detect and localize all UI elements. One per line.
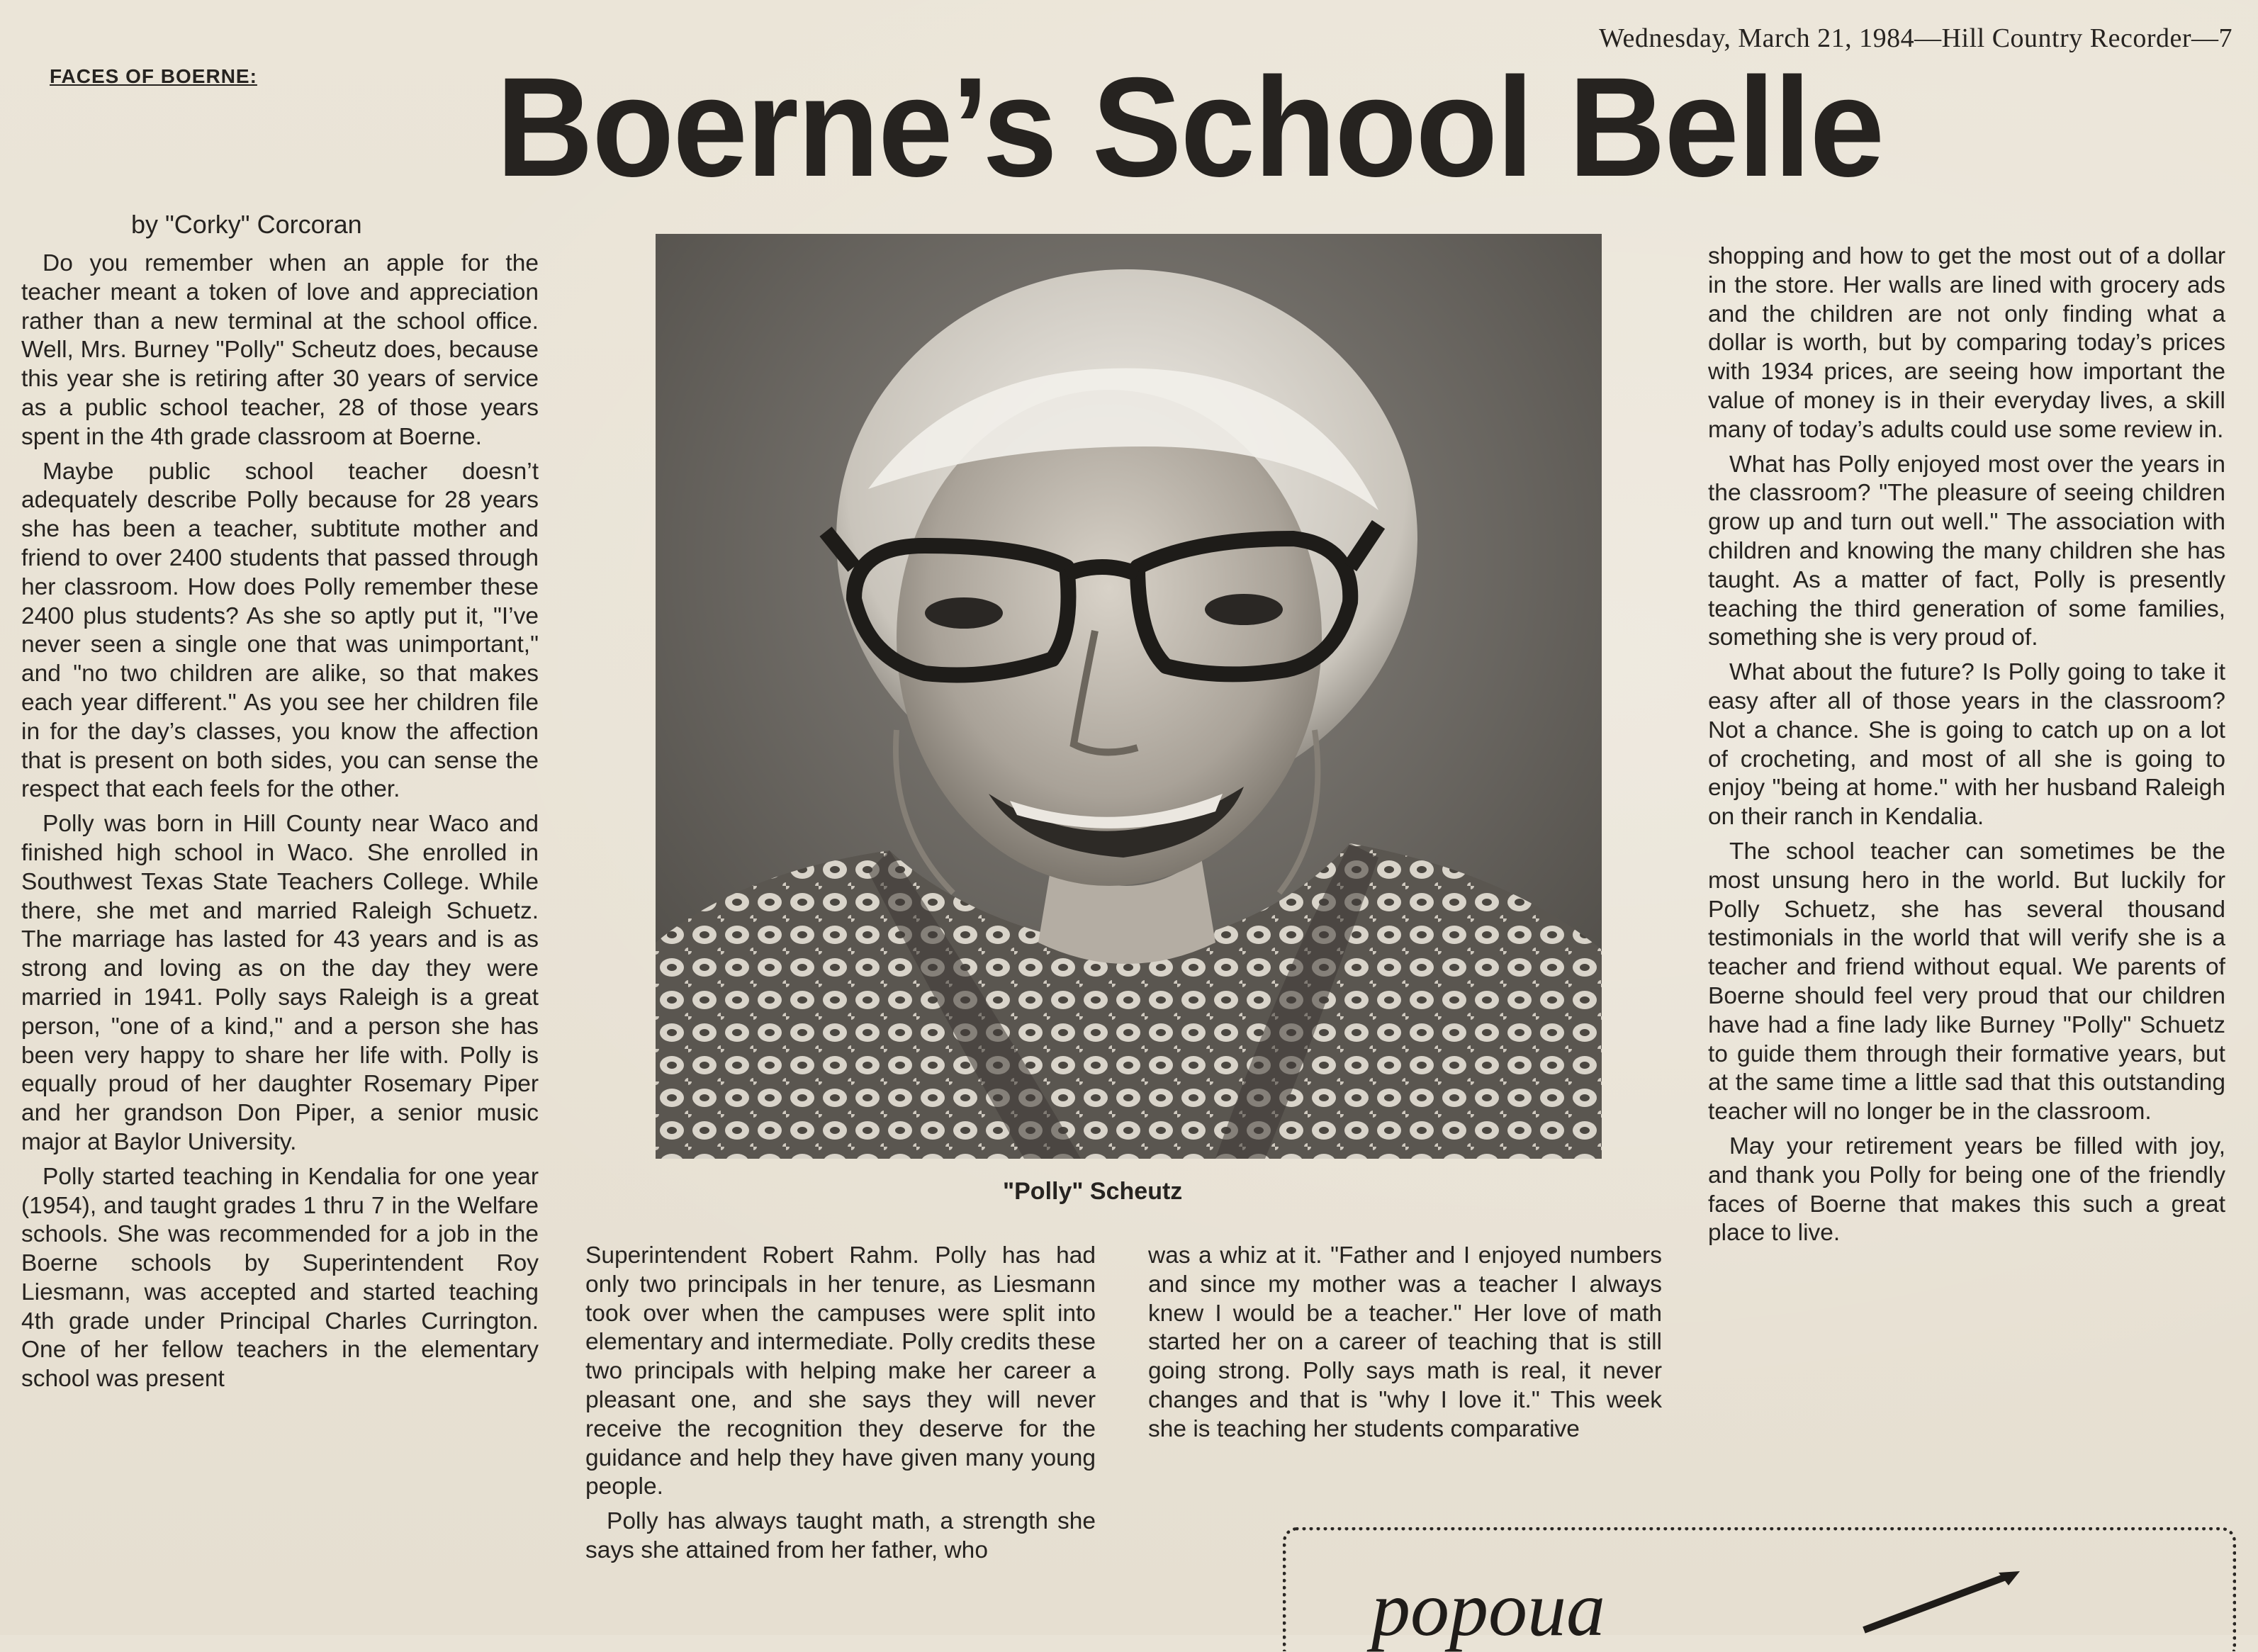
section-label: FACES OF BOERNE: (50, 65, 257, 87)
paragraph: Polly was born in Hill County near Waco and finished high school in Waco. She enrolled in Southwest Texas State Teachers College. While there, she met and married Raleigh Schuetz. The marriage has lasted for 43 years and is as strong and loving as on the day they were married in 1941. Polly says Raleigh is a great person, "one of a kind," and a person she has been very happy to share her life with. Polly is equally proud of her daughter Rosemary Piper and her grandson Don Piper, a senior music major at Baylor University. (21, 811, 539, 1155)
portrait-photo (656, 234, 1602, 1159)
paragraph: Maybe public school teacher doesn’t adequately describe Polly because for 28 years she has been a teacher, subtitute mother and friend to over 2400 students that passed through her classroom. How does Polly remember these 2400 plus students? As she so aptly put it, "I’ve never seen a single one that was unimportant," and "no two children are alike, so that makes each year different." As you see her children file in for the day’s classes, you know the affection that is present on both sides, you can sense the respect that each feels for the other. (21, 458, 539, 803)
paragraph: May your retirement years be filled with joy, and thank you Polly for being one of the friendly faces of Boerne that makes this such a great place to live. (1708, 1133, 2225, 1247)
pencil-stroke-icon (1857, 1570, 2027, 1634)
byline: by "Corky" Corcoran (131, 210, 362, 239)
paragraph: Polly started teaching in Kendalia for one year (1954), and taught grades 1 thru 7 in the Welfare schools. She was recommended for a job in the Boerne schools by Superintendent Roy Liesmann, was accepted and started teaching 4th grade under Principal Charles Currington. One of her fellow teachers in the elementary school was present (21, 1163, 539, 1393)
dateline: Wednesday, March 21, 1984—Hill Country Recorder—7 (1599, 23, 2232, 53)
article-column-1 (21, 249, 539, 1394)
paragraph: Polly has always taught math, a strength she says she attained from her father, who (585, 1508, 1096, 1563)
paragraph: What about the future? Is Polly going to take it easy after all of those years in the classroom? Not a chance. She is going to catch up on a lot of crocheting, and most of all she is going to enjoy "being at home." with her husband Raleigh on their ranch in Kendalia. (1708, 659, 2225, 831)
paragraph: What has Polly enjoyed most over the years in the classroom? "The pleasure of seeing children grow up and turn out well." The association with children and knowing the many children she has taught. As a matter of fact, Polly is presently teaching the third generation of some families, something she is very proud of. (1708, 451, 2225, 651)
paragraph: Do you remember when an apple for the teacher meant a token of love and appreciation rather than a new terminal at the school office. Well, Mrs. Burney "Polly" Scheutz does, because this year she is retiring after 30 years of service as a public school teacher, 28 of those years spent in the 4th grade classroom at Boerne. (21, 250, 539, 450)
article-column-2 (585, 1242, 1096, 1566)
headline: Boerne’s School Belle (496, 48, 1884, 207)
paragraph: shopping and how to get the most out of a dollar in the store. Her walls are lined with grocery ads and the children are not only finding what a dollar is worth, but by comparing today’s prices with 1934 prices, are seeing how important the value of money is in their everyday lives, a skill many of today’s adults could use some review in. (1708, 243, 2225, 443)
paragraph: Superintendent Robert Rahm. Polly has had only two principals in her tenure, as Liesmann took over when the campuses were split into elementary and intermediate. Polly credits these two principals with helping make her career a pleasant one, and she says they will never receive the recognition they deserve for the guidance and help they have given many young people. (585, 1242, 1096, 1500)
article-column-3 (1148, 1242, 1662, 1444)
photo-caption: "Polly" Scheutz (1003, 1178, 1183, 1205)
article-column-4 (1708, 242, 2225, 1248)
paragraph: was a whiz at it. "Father and I enjoyed numbers and since my mother was a teacher I always knew I would be a teacher." Her love of math started her on a career of teaching that is still going strong. Polly says math is real, it never changes and that is "why I love it." This week she is teaching her students comparative (1148, 1242, 1662, 1442)
adjacent-ad-text: popoua (1371, 1566, 1605, 1652)
paragraph: The school teacher can sometimes be the most unsung hero in the world. But luckily for Polly Schuetz, she has several thousand testimonials in the world that will verify she is a teacher and friend without equal. We parents of Boerne should feel very proud that our children have had a fine lady like Burney "Polly" Schuetz to guide them through their formative years, but at the same time a little sad that this outstanding teacher will no longer be in the classroom. (1708, 838, 2225, 1125)
